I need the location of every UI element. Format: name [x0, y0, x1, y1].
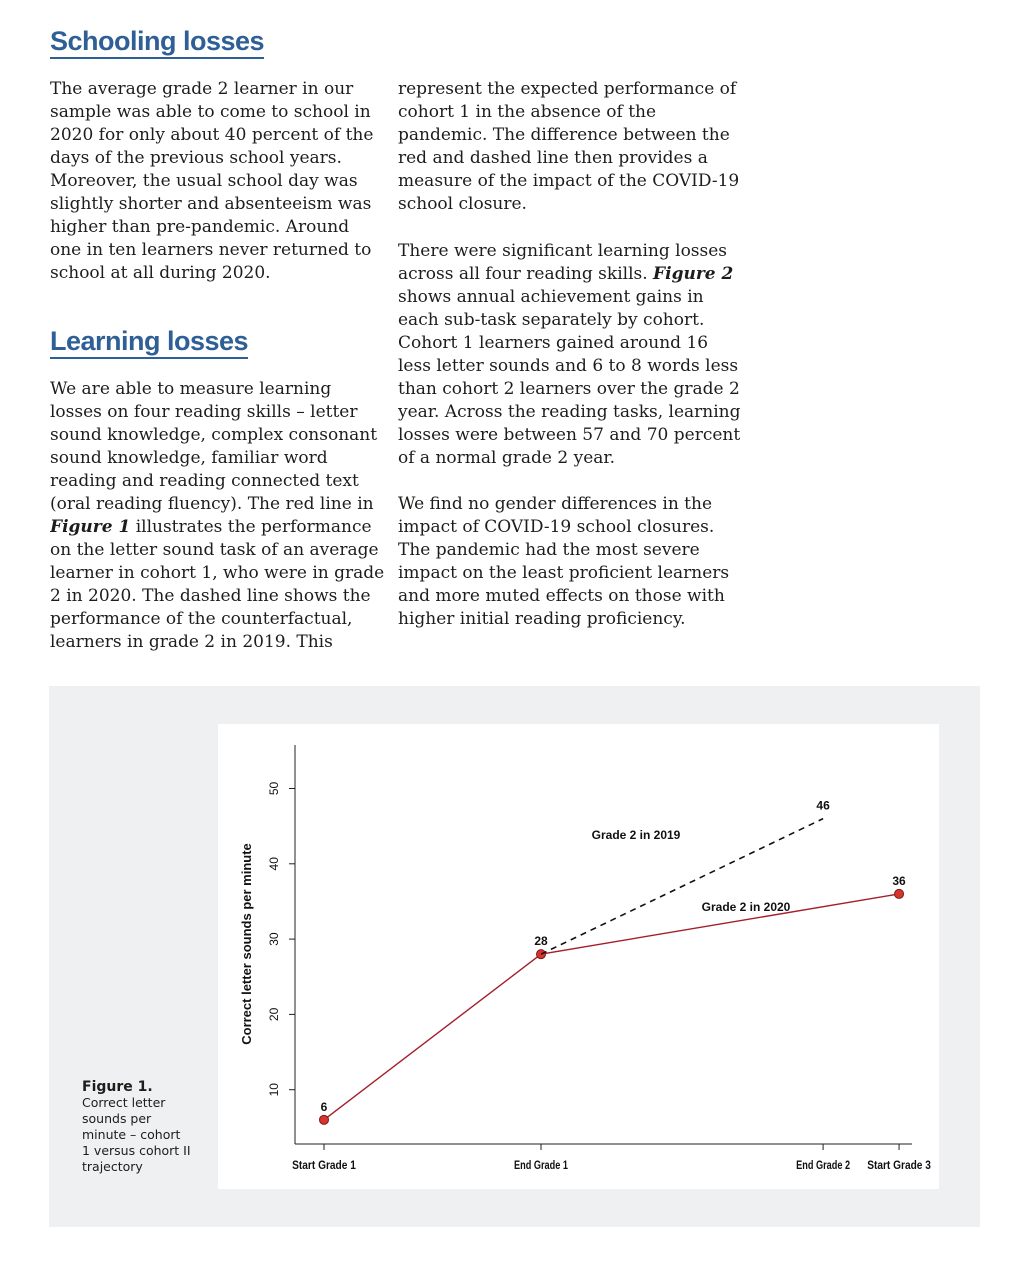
x-tick-label: End Grade 2 — [796, 1158, 851, 1172]
data-label: 46 — [816, 798, 830, 813]
figure-1-caption — [82, 1079, 192, 1175]
y-axis-title: Correct letter sounds per minute — [239, 843, 254, 1045]
data-point-marker — [320, 1115, 329, 1124]
y-tick-label: 10 — [267, 1083, 281, 1097]
data-point-marker — [895, 889, 904, 898]
y-tick-label: 50 — [267, 781, 281, 796]
series-line-grade-2-in-2020 — [324, 894, 899, 1120]
heading-learning-losses: Learning losses — [50, 326, 248, 359]
figure-1-caption-text: Correct letter sounds per minute – cohort 1 versus cohort II trajectory — [82, 1095, 191, 1174]
figure-2-reference: Figure 2 — [653, 264, 734, 284]
y-tick-label: 40 — [267, 857, 281, 871]
heading-schooling-losses: Schooling losses — [50, 26, 264, 59]
x-tick-label: Start Grade 1 — [292, 1158, 357, 1172]
learning-p2-text-a: There were significant learning losses across all four reading skills. — [398, 241, 728, 284]
x-tick-label: Start Grade 3 — [867, 1158, 932, 1172]
learning-paragraph-3: We find no gender differences in the impact of COVID-19 school closures. The pandemic had the most severe impact on the least proficient learners and more muted effects on those with higher initial reading proficiency. — [398, 494, 730, 629]
y-tick-label: 30 — [267, 932, 281, 946]
x-tick-label: End Grade 1 — [514, 1158, 569, 1172]
learning-p1-text-b: illustrates the performance on the letter sound task of an average learner in cohort 1, who were in grade 2 in 2020. The dashed line shows the performance of the counterfactual, learners in grade 2 in 2019. This — [50, 517, 385, 652]
learning-p1-text-a: We are able to measure learning losses on four reading skills – letter sound knowledge, complex consonant sound knowledge, familiar word reading and reading connected text (oral reading fluency). The red line in — [50, 379, 378, 514]
series-line-grade-2-in-2019 — [541, 819, 823, 955]
data-label: 36 — [892, 873, 906, 888]
figure-1-caption-title: Figure 1. — [82, 1079, 153, 1095]
schooling-paragraph: The average grade 2 learner in our sample was able to come to school in 2020 for only about 40 percent of the days of the previous school years. Moreover, the usual school day was slightly shorter and absenteeism was higher than pre-pandemic. Around one in ten learners never returned to school at all during 2020. — [50, 79, 374, 283]
data-label: 6 — [320, 1099, 328, 1114]
y-tick-label: 20 — [267, 1007, 281, 1022]
series-label-grade-2-in-2020: Grade 2 in 2020 — [701, 900, 791, 914]
learning-paragraph-1-continued: represent the expected performance of cohort 1 in the absence of the pandemic. The difference between the red and dashed line then provides a measure of the impact of the COVID-19 school closure. — [398, 79, 740, 214]
figure-1-reference: Figure 1 — [50, 517, 131, 537]
series-label-grade-2-in-2019: Grade 2 in 2019 — [591, 828, 681, 842]
learning-p2-text-b: shows annual achievement gains in each sub-task separately by cohort. Cohort 1 learners gained around 16 less letter sounds and 6 to 8 words less than cohort 2 learners over the grade 2 year. Across the reading tasks, learning losses were between 57 and 70 percent of a normal grade 2 year. — [398, 287, 741, 468]
data-label: 28 — [534, 934, 548, 949]
